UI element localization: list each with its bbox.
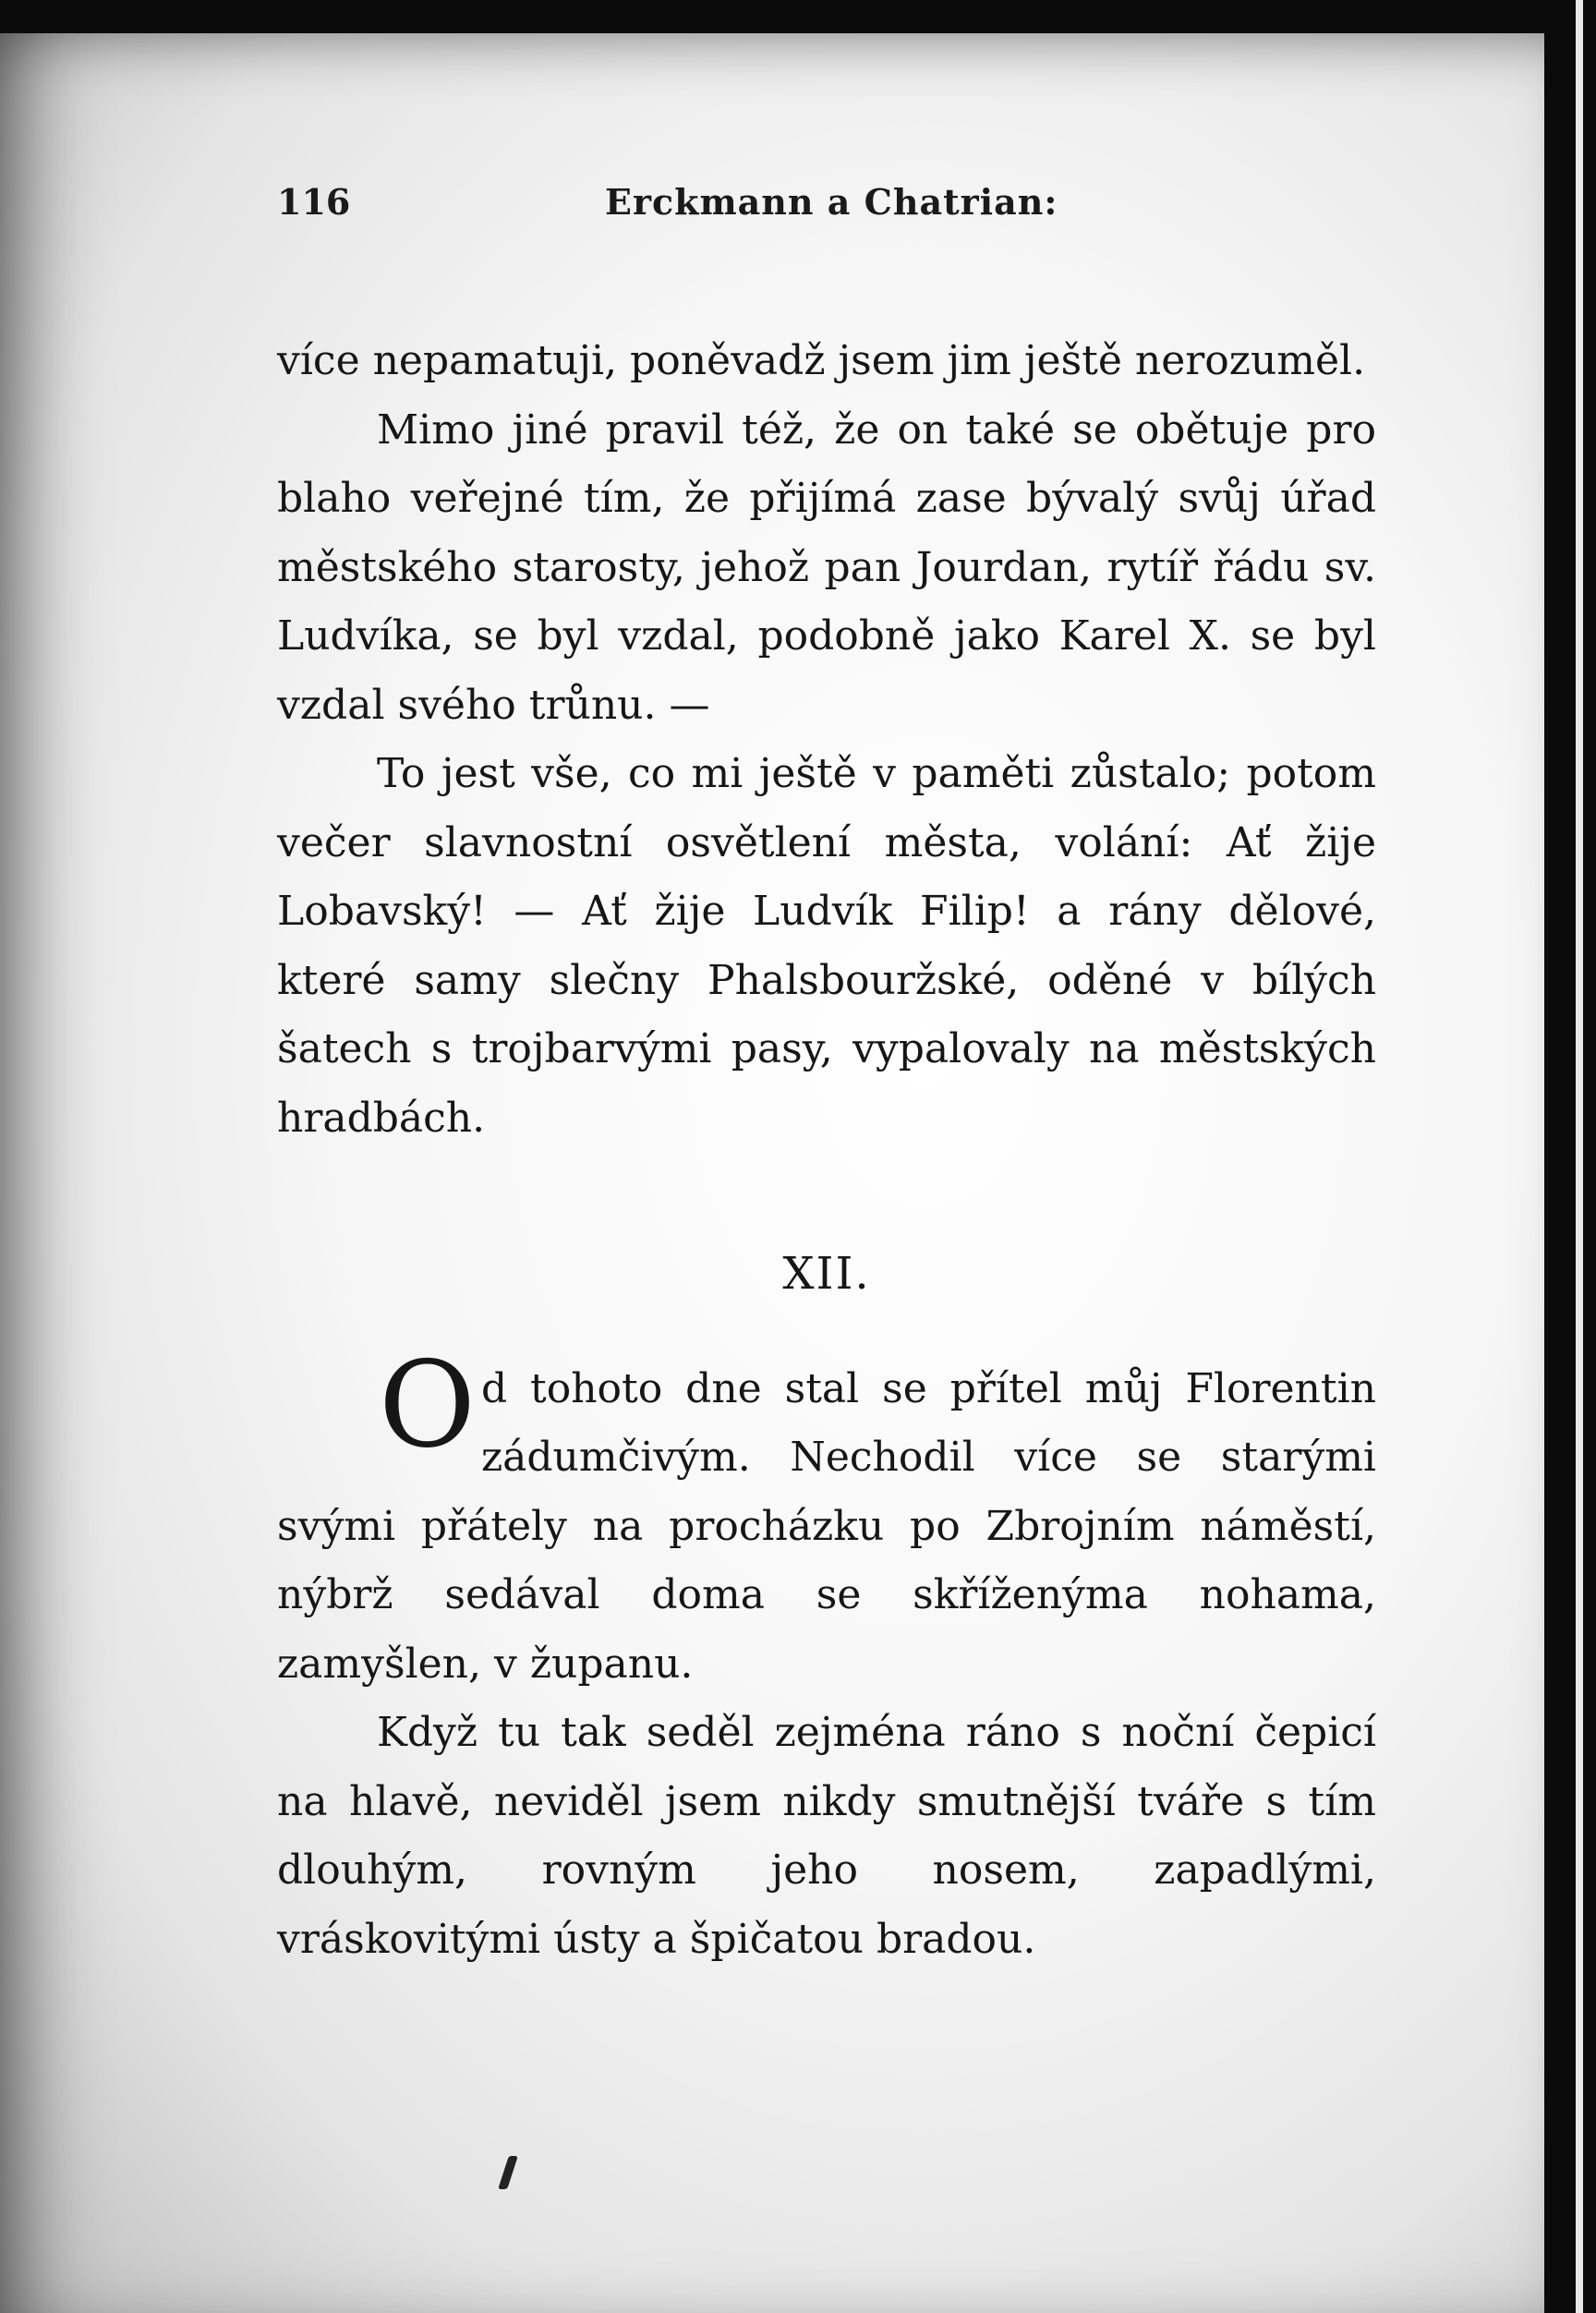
chapter-heading: XII. xyxy=(782,1248,871,1300)
chapter-first-paragraph xyxy=(277,1336,1376,1700)
running-head xyxy=(277,181,1367,236)
page-edge xyxy=(1576,0,1583,2313)
book-page xyxy=(0,33,1544,2313)
page-number: 116 xyxy=(277,181,351,223)
running-head-title: Erckmann a Chatrian: xyxy=(605,181,1058,223)
chapter-first-paragraph-text: d tohoto dne stal se přítel můj Florentin zádumčivým. Nechodil více se starými svými přátely na procházku po Zbrojním náměstí, nýbrž sedával doma se skříženýma nohama, zamyšlen, v županu. xyxy=(277,1364,1376,1688)
paragraph: Mimo jiné pravil též, že on také se obětuje pro blaho veřejné tím, že přijímá zase bývalý svůj úřad městského starosty, jehož pan Jourdan, rytíř řádu sv. Ludvíka, se byl vzdal, podobně jako Karel X. se byl vzdal svého trůnu. — xyxy=(277,406,1376,729)
paragraph: Když tu tak seděl zejména ráno s noční čepicí na hlavě, neviděl jsem nikdy smutnější tváře s tím dlouhým, rovným jeho nosem, zapadlými, vráskovitými ústy a špičatou bradou. xyxy=(277,1709,1376,1963)
ink-speck xyxy=(498,2156,518,2189)
paragraph: To jest vše, co mi ještě v paměti zůstalo; potom večer slavnostní osvětlení města, volání: Ať žije Lobavský! — Ať žije Ludvík Filip! a rány dělové, které samy slečny Phalsbouržské, oděné v bílých šatech s trojbarvými pasy, vypalovaly na městských hradbách. xyxy=(277,750,1376,1142)
body-text xyxy=(277,327,1376,1974)
drop-cap-initial: O xyxy=(379,1336,476,1474)
paragraph-continuation: více nepamatuji, poněvadž jsem jim ještě nerozuměl. xyxy=(277,337,1366,384)
